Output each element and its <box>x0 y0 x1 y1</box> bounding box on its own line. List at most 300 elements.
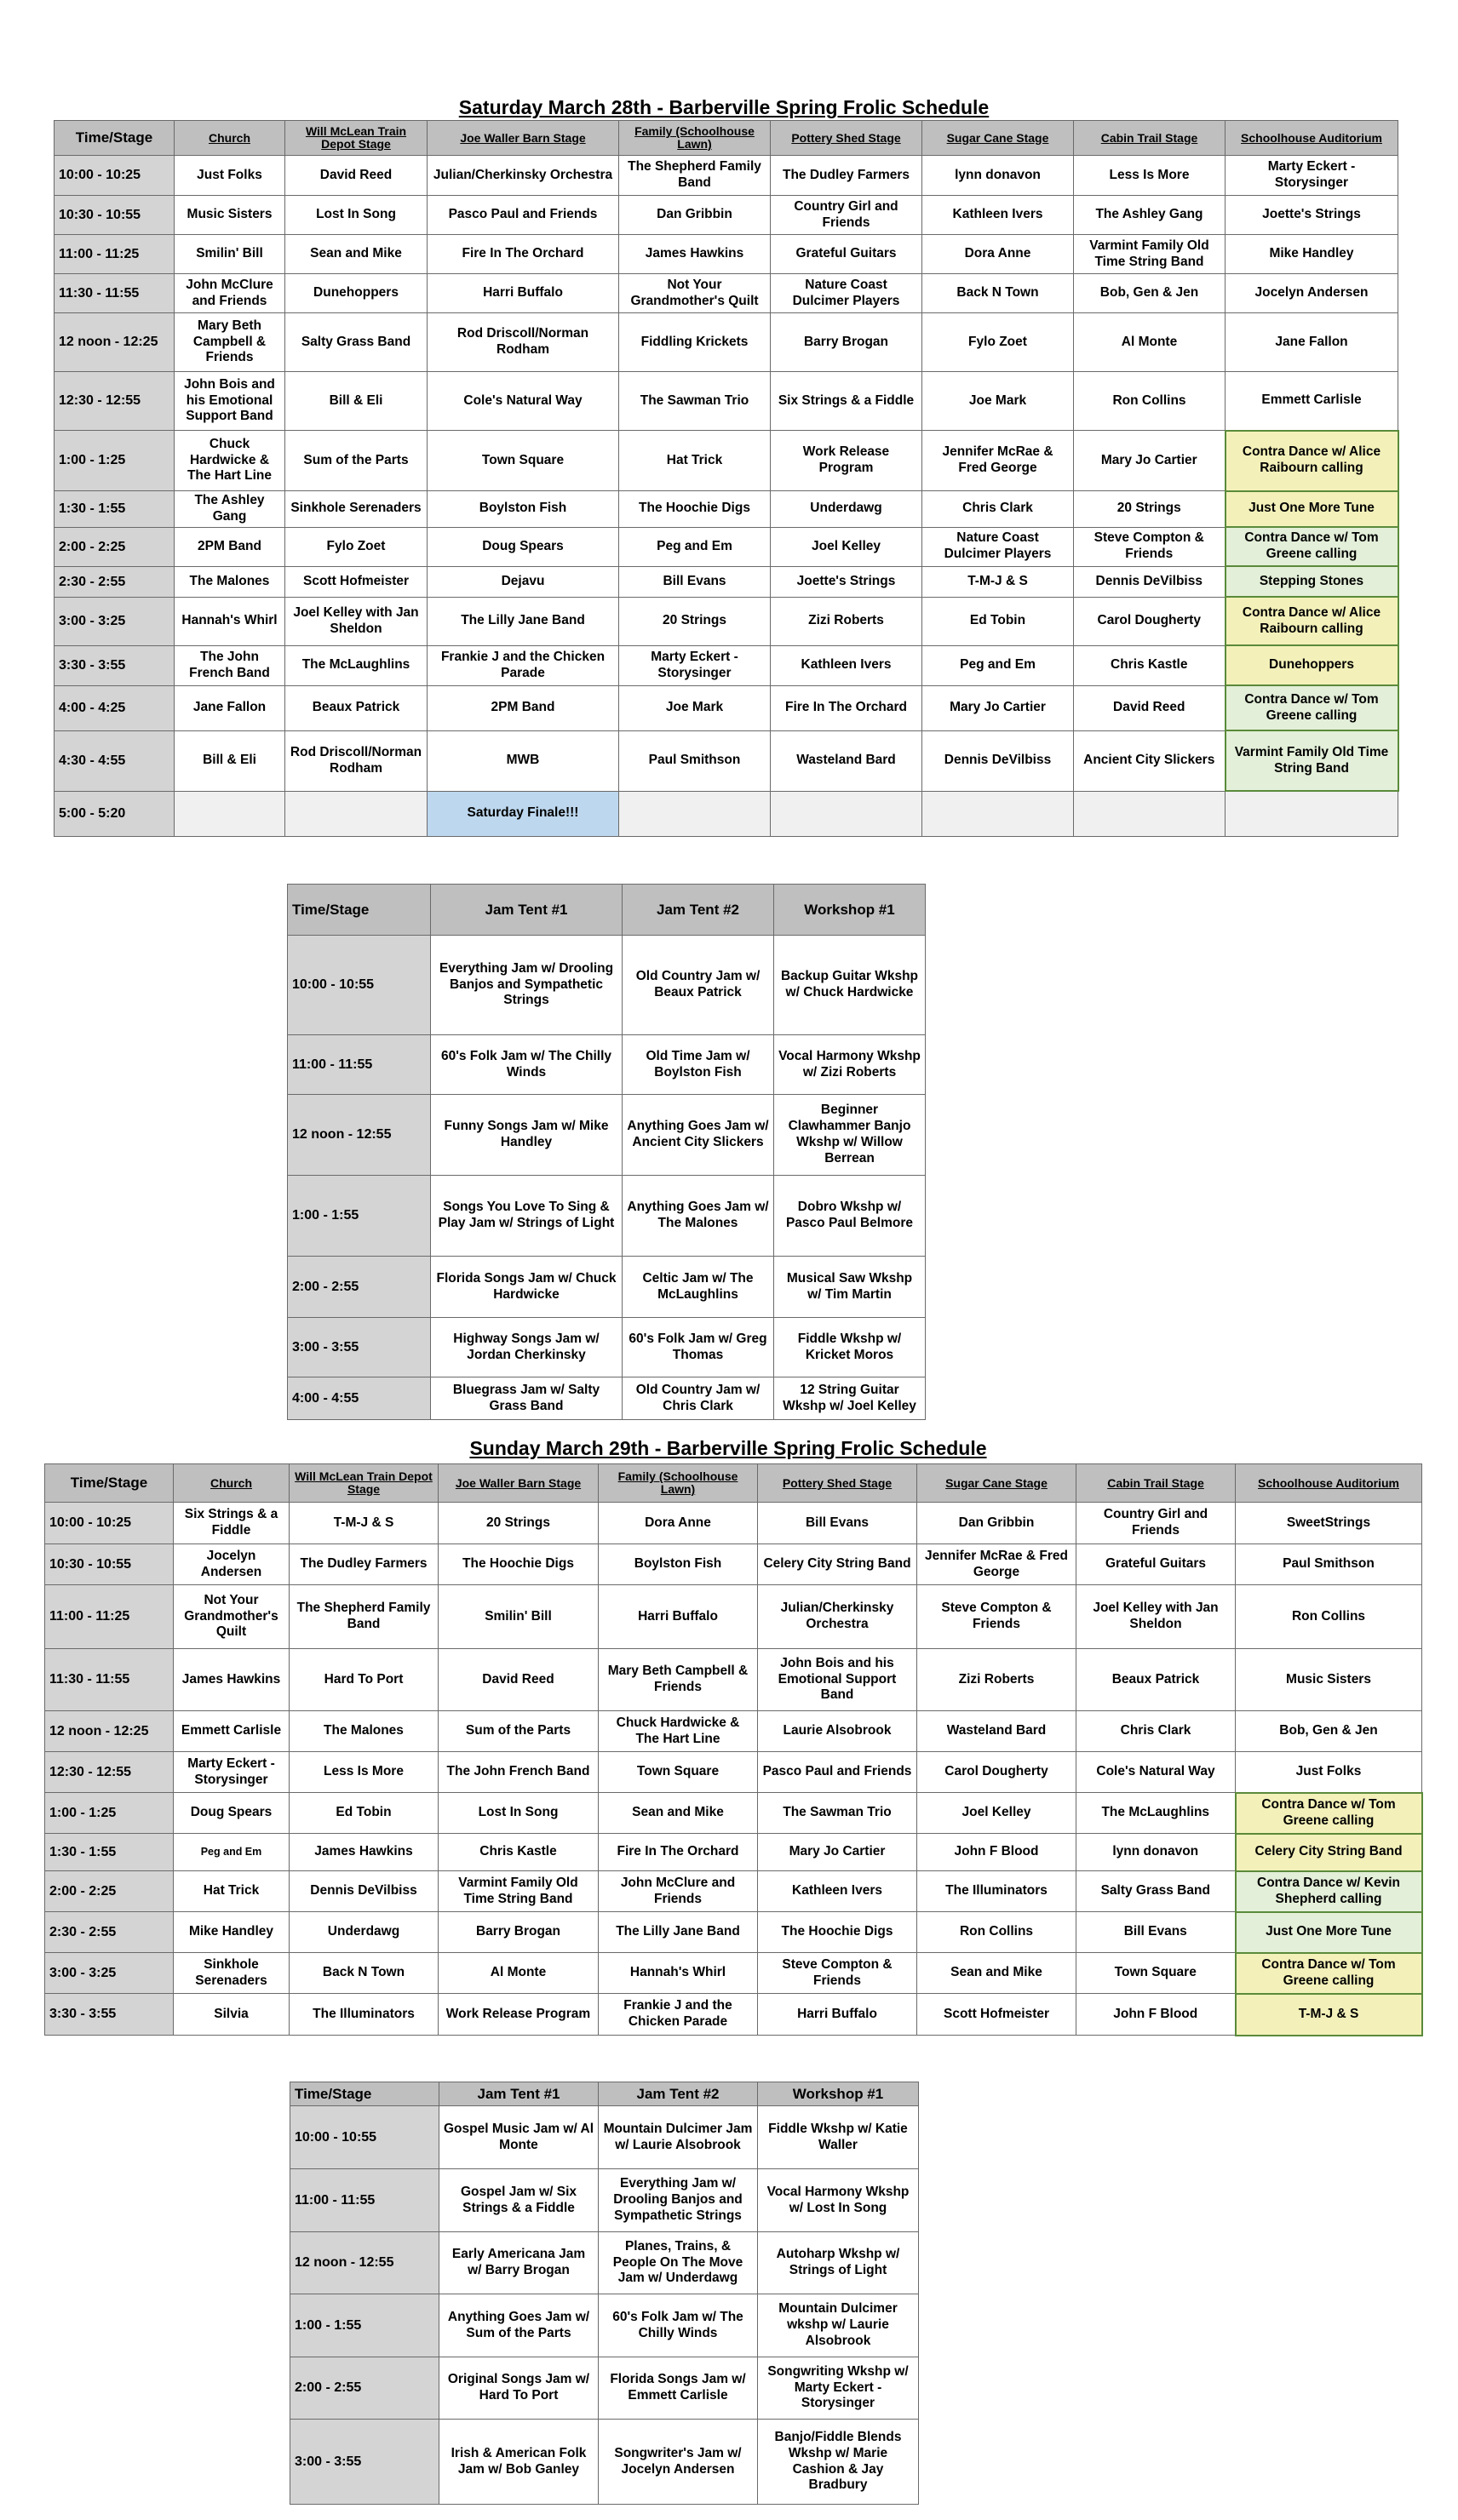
header-joe-waller-barn-stage: Joe Waller Barn Stage <box>439 1464 599 1503</box>
contra-dance-cell: Contra Dance w/ Tom Greene calling <box>1226 527 1398 566</box>
schedule-cell: Music Sisters <box>1236 1649 1422 1711</box>
schedule-cell: Nature Coast Dulcimer Players <box>922 527 1074 566</box>
time-slot: 1:30 - 1:55 <box>45 1834 174 1871</box>
schedule-cell: Ron Collins <box>1236 1585 1422 1649</box>
schedule-cell: Underdawg <box>771 491 922 528</box>
header-will-mclean-train-depot-stage: Will McLean Train Depot Stage <box>290 1464 439 1503</box>
time-slot: 3:00 - 3:55 <box>290 2420 439 2505</box>
schedule-cell: Sean and Mike <box>599 1793 758 1834</box>
schedule-cell: Fire In The Orchard <box>599 1834 758 1871</box>
schedule-cell: The Hoochie Digs <box>619 491 771 528</box>
time-slot: 1:00 - 1:55 <box>290 2294 439 2357</box>
schedule-cell: Paul Smithson <box>1236 1544 1422 1585</box>
schedule-cell: Mary Jo Cartier <box>922 685 1074 730</box>
time-slot: 10:30 - 10:55 <box>55 196 175 235</box>
empty-cell <box>771 791 922 836</box>
schedule-cell: The McLaughlins <box>285 645 428 685</box>
time-slot: 4:00 - 4:25 <box>55 685 175 730</box>
schedule-cell: The Dudley Farmers <box>771 156 922 196</box>
table-row <box>45 1585 1422 1649</box>
schedule-cell: James Hawkins <box>619 235 771 274</box>
schedule-cell: Vocal Harmony Wkshp w/ Zizi Roberts <box>774 1035 926 1095</box>
header-workshop-1: Workshop #1 <box>774 885 926 936</box>
schedule-cell: Joel Kelley with Jan Sheldon <box>1076 1585 1236 1649</box>
schedule-cell: The Dudley Farmers <box>290 1544 439 1585</box>
schedule-cell: Town Square <box>1076 1953 1236 1994</box>
schedule-cell: Salty Grass Band <box>1076 1871 1236 1912</box>
header-jam-tent-2: Jam Tent #2 <box>623 885 774 936</box>
table-row <box>290 2420 919 2505</box>
schedule-cell: Not Your Grandmother's Quilt <box>619 274 771 313</box>
schedule-cell: 20 Strings <box>1074 491 1226 528</box>
schedule-cell: Dobro Wkshp w/ Pasco Paul Belmore <box>774 1176 926 1257</box>
header-family-schoolhouse-lawn: Family (Schoolhouse Lawn) <box>619 121 771 156</box>
time-slot: 12:30 - 12:55 <box>45 1752 174 1793</box>
schedule-cell: Fiddle Wkshp w/ Katie Waller <box>758 2106 919 2169</box>
empty-cell <box>285 791 428 836</box>
schedule-cell: John Bois and his Emotional Support Band <box>758 1649 917 1711</box>
schedule-cell: The Sawman Trio <box>619 372 771 431</box>
header-schoolhouse-auditorium: Schoolhouse Auditorium <box>1226 121 1398 156</box>
schedule-cell: Carol Dougherty <box>917 1752 1076 1793</box>
saturday-jam-workshop-table <box>287 884 926 1420</box>
schedule-cell: Old Country Jam w/ Beaux Patrick <box>623 936 774 1035</box>
schedule-cell: Joe Mark <box>619 685 771 730</box>
table-row <box>288 1257 926 1318</box>
schedule-cell: Lost In Song <box>285 196 428 235</box>
table-row <box>45 1912 1422 1953</box>
schedule-cell: Dora Anne <box>922 235 1074 274</box>
schedule-cell: Ron Collins <box>1074 372 1226 431</box>
schedule-cell: Silvia <box>174 1994 290 2036</box>
table-row <box>55 791 1398 836</box>
header-cabin-trail-stage: Cabin Trail Stage <box>1076 1464 1236 1503</box>
table-row <box>55 156 1398 196</box>
time-slot: 12 noon - 12:25 <box>45 1711 174 1752</box>
time-slot: 10:00 - 10:55 <box>288 936 431 1035</box>
schedule-cell: Anything Goes Jam w/ The Malones <box>623 1176 774 1257</box>
schedule-cell: Mike Handley <box>1226 235 1398 274</box>
schedule-cell: Doug Spears <box>174 1793 290 1834</box>
table-row <box>45 1953 1422 1994</box>
table-row <box>55 527 1398 566</box>
time-slot: 10:00 - 10:25 <box>55 156 175 196</box>
time-slot: 1:30 - 1:55 <box>55 491 175 528</box>
schedule-cell: Harri Buffalo <box>758 1994 917 2036</box>
schedule-cell: Jocelyn Andersen <box>1226 274 1398 313</box>
schedule-cell: Ed Tobin <box>290 1793 439 1834</box>
schedule-cell: Work Release Program <box>439 1994 599 2036</box>
schedule-cell: Anything Goes Jam w/ Sum of the Parts <box>439 2294 599 2357</box>
schedule-cell: Varmint Family Old Time String Band <box>1074 235 1226 274</box>
schedule-cell: Ancient City Slickers <box>1074 730 1226 791</box>
schedule-cell: Chuck Hardwicke & The Hart Line <box>175 431 285 491</box>
schedule-cell: The Shepherd Family Band <box>619 156 771 196</box>
empty-cell <box>1226 791 1398 836</box>
empty-cell <box>1074 791 1226 836</box>
schedule-cell: Joe Mark <box>922 372 1074 431</box>
schedule-cell: David Reed <box>285 156 428 196</box>
schedule-cell: Sean and Mike <box>917 1953 1076 1994</box>
schedule-cell: Sean and Mike <box>285 235 428 274</box>
table-row <box>45 1834 1422 1871</box>
schedule-cell: Fiddling Krickets <box>619 313 771 372</box>
header-jam-tent-2: Jam Tent #2 <box>599 2082 758 2106</box>
header-family-schoolhouse-lawn: Family (Schoolhouse Lawn) <box>599 1464 758 1503</box>
schedule-cell: Just Folks <box>175 156 285 196</box>
schedule-cell: Zizi Roberts <box>771 597 922 645</box>
time-slot: 10:00 - 10:25 <box>45 1503 174 1544</box>
schedule-cell: Frankie J and the Chicken Parade <box>599 1994 758 2036</box>
schedule-cell: Gospel Music Jam w/ Al Monte <box>439 2106 599 2169</box>
schedule-cell: 20 Strings <box>439 1503 599 1544</box>
schedule-cell: Back N Town <box>290 1953 439 1994</box>
schedule-cell: Old Time Jam w/ Boylston Fish <box>623 1035 774 1095</box>
table-row <box>45 1503 1422 1544</box>
time-slot: 11:00 - 11:55 <box>288 1035 431 1095</box>
schedule-cell: The John French Band <box>175 645 285 685</box>
schedule-cell: Anything Goes Jam w/ Ancient City Slickers <box>623 1095 774 1176</box>
schedule-cell: 12 String Guitar Wkshp w/ Joel Kelley <box>774 1377 926 1420</box>
schedule-cell: The Illuminators <box>290 1994 439 2036</box>
schedule-cell: Songwriter's Jam w/ Jocelyn Andersen <box>599 2420 758 2505</box>
contra-dance-cell: Contra Dance w/ Alice Raibourn calling <box>1226 431 1398 491</box>
table-row <box>45 1544 1422 1585</box>
schedule-cell: David Reed <box>439 1649 599 1711</box>
schedule-cell: David Reed <box>1074 685 1226 730</box>
schedule-cell: Bill & Eli <box>175 730 285 791</box>
time-slot: 3:00 - 3:55 <box>288 1318 431 1377</box>
time-slot: 2:30 - 2:55 <box>55 566 175 597</box>
schedule-cell: Dunehoppers <box>285 274 428 313</box>
schedule-cell: Fylo Zoet <box>922 313 1074 372</box>
table-row <box>288 1095 926 1176</box>
table-row <box>45 1649 1422 1711</box>
schedule-cell: Ron Collins <box>917 1912 1076 1953</box>
schedule-cell: The McLaughlins <box>1076 1793 1236 1834</box>
schedule-cell: Dejavu <box>428 566 619 597</box>
time-slot: 5:00 - 5:20 <box>55 791 175 836</box>
schedule-cell: Sum of the Parts <box>285 431 428 491</box>
sunday-header-row <box>45 1464 1422 1503</box>
schedule-cell: MWB <box>428 730 619 791</box>
schedule-cell: Paul Smithson <box>619 730 771 791</box>
schedule-cell: 60's Folk Jam w/ The Chilly Winds <box>599 2294 758 2357</box>
table-row <box>45 1994 1422 2036</box>
header-church: Church <box>175 121 285 156</box>
schedule-cell: The Lilly Jane Band <box>428 597 619 645</box>
schedule-cell: Peg and Em <box>174 1834 290 1871</box>
schedule-cell: Emmett Carlisle <box>174 1711 290 1752</box>
saturday-stage-schedule-table <box>54 120 1399 837</box>
schedule-cell: Wasteland Bard <box>917 1711 1076 1752</box>
time-slot: 3:30 - 3:55 <box>45 1994 174 2036</box>
schedule-cell: 20 Strings <box>619 597 771 645</box>
sunday-jam-header-row <box>290 2082 919 2106</box>
schedule-cell: Music Sisters <box>175 196 285 235</box>
schedule-cell: Bill & Eli <box>285 372 428 431</box>
schedule-cell: Beaux Patrick <box>285 685 428 730</box>
schedule-cell: Everything Jam w/ Drooling Banjos and Sympathetic Strings <box>599 2169 758 2232</box>
time-slot: 1:00 - 1:25 <box>45 1793 174 1834</box>
time-slot: 2:00 - 2:25 <box>55 527 175 566</box>
schedule-cell: Cole's Natural Way <box>1076 1752 1236 1793</box>
schedule-cell: Six Strings & a Fiddle <box>771 372 922 431</box>
schedule-cell: Barry Brogan <box>771 313 922 372</box>
table-row <box>55 274 1398 313</box>
schedule-cell: The Ashley Gang <box>1074 196 1226 235</box>
time-slot: 10:30 - 10:55 <box>45 1544 174 1585</box>
schedule-cell: Irish & American Folk Jam w/ Bob Ganley <box>439 2420 599 2505</box>
schedule-cell: Julian/Cherkinsky Orchestra <box>758 1585 917 1649</box>
schedule-cell: Work Release Program <box>771 431 922 491</box>
schedule-cell: Stepping Stones <box>1226 566 1398 597</box>
table-row <box>45 1752 1422 1793</box>
schedule-cell: Peg and Em <box>922 645 1074 685</box>
schedule-cell: Mike Handley <box>174 1912 290 1953</box>
schedule-cell: Sum of the Parts <box>439 1711 599 1752</box>
schedule-cell: Scott Hofmeister <box>917 1994 1076 2036</box>
schedule-cell: lynn donavon <box>1076 1834 1236 1871</box>
schedule-cell: Early Americana Jam w/ Barry Brogan <box>439 2232 599 2294</box>
schedule-cell: Autoharp Wkshp w/ Strings of Light <box>758 2232 919 2294</box>
schedule-cell: Joel Kelley with Jan Sheldon <box>285 597 428 645</box>
schedule-cell: Just Folks <box>1236 1752 1422 1793</box>
time-slot: 11:00 - 11:25 <box>45 1585 174 1649</box>
schedule-cell: Jennifer McRae & Fred George <box>917 1544 1076 1585</box>
schedule-cell: Harri Buffalo <box>599 1585 758 1649</box>
table-row <box>288 936 926 1035</box>
schedule-cell: Planes, Trains, & People On The Move Jam w/ Underdawg <box>599 2232 758 2294</box>
schedule-cell: Jocelyn Andersen <box>174 1544 290 1585</box>
schedule-cell: Joel Kelley <box>917 1793 1076 1834</box>
schedule-cell: Dennis DeVilbiss <box>290 1871 439 1912</box>
time-slot: 2:30 - 2:55 <box>45 1912 174 1953</box>
schedule-cell: Marty Eckert - Storysinger <box>619 645 771 685</box>
schedule-cell: Zizi Roberts <box>917 1649 1076 1711</box>
schedule-cell: Bill Evans <box>1076 1912 1236 1953</box>
contra-dance-cell: Contra Dance w/ Alice Raibourn calling <box>1226 597 1398 645</box>
table-row <box>290 2294 919 2357</box>
schedule-cell: Pasco Paul and Friends <box>758 1752 917 1793</box>
table-row <box>55 685 1398 730</box>
header-time-stage: Time/Stage <box>45 1464 174 1503</box>
table-row <box>55 730 1398 791</box>
table-row <box>55 566 1398 597</box>
schedule-cell: Jennifer McRae & Fred George <box>922 431 1074 491</box>
schedule-cell: James Hawkins <box>290 1834 439 1871</box>
header-pottery-shed-stage: Pottery Shed Stage <box>758 1464 917 1503</box>
schedule-cell: SweetStrings <box>1236 1503 1422 1544</box>
header-sugar-cane-stage: Sugar Cane Stage <box>922 121 1074 156</box>
schedule-cell: Salty Grass Band <box>285 313 428 372</box>
schedule-cell: The Malones <box>175 566 285 597</box>
schedule-cell: Hat Trick <box>174 1871 290 1912</box>
schedule-cell: Country Girl and Friends <box>771 196 922 235</box>
schedule-cell: Bob, Gen & Jen <box>1236 1711 1422 1752</box>
schedule-cell: Fire In The Orchard <box>771 685 922 730</box>
table-row <box>45 1711 1422 1752</box>
table-row <box>288 1035 926 1095</box>
header-will-mclean-train-depot-stage: Will McLean Train Depot Stage <box>285 121 428 156</box>
time-slot: 1:00 - 1:25 <box>55 431 175 491</box>
time-slot: 11:00 - 11:25 <box>55 235 175 274</box>
schedule-cell: Rod Driscoll/Norman Rodham <box>428 313 619 372</box>
schedule-cell: Ed Tobin <box>922 597 1074 645</box>
schedule-cell: Mary Beth Campbell & Friends <box>175 313 285 372</box>
table-row <box>290 2357 919 2420</box>
schedule-cell: Old Country Jam w/ Chris Clark <box>623 1377 774 1420</box>
table-row <box>55 196 1398 235</box>
schedule-cell: Dora Anne <box>599 1503 758 1544</box>
schedule-cell: Bill Evans <box>619 566 771 597</box>
schedule-cell: Smilin' Bill <box>439 1585 599 1649</box>
schedule-cell: Joel Kelley <box>771 527 922 566</box>
schedule-cell: Steve Compton & Friends <box>758 1953 917 1994</box>
schedule-cell: Chris Clark <box>1076 1711 1236 1752</box>
time-slot: 4:00 - 4:55 <box>288 1377 431 1420</box>
time-slot: 12 noon - 12:55 <box>288 1095 431 1176</box>
schedule-cell: Kathleen Ivers <box>771 645 922 685</box>
schedule-cell: 2PM Band <box>428 685 619 730</box>
schedule-cell: Joette's Strings <box>771 566 922 597</box>
schedule-cell: Gospel Jam w/ Six Strings & a Fiddle <box>439 2169 599 2232</box>
schedule-cell: Mary Jo Cartier <box>758 1834 917 1871</box>
table-row <box>288 1377 926 1420</box>
schedule-cell: 2PM Band <box>175 527 285 566</box>
schedule-cell: Florida Songs Jam w/ Emmett Carlisle <box>599 2357 758 2420</box>
table-row <box>55 313 1398 372</box>
header-sugar-cane-stage: Sugar Cane Stage <box>917 1464 1076 1503</box>
schedule-cell: Celery City String Band <box>758 1544 917 1585</box>
schedule-cell: Harri Buffalo <box>428 274 619 313</box>
header-time-stage: Time/Stage <box>290 2082 439 2106</box>
schedule-cell: The Ashley Gang <box>175 491 285 528</box>
schedule-cell: Chris Kastle <box>1074 645 1226 685</box>
schedule-cell: Laurie Alsobrook <box>758 1711 917 1752</box>
schedule-cell: Less Is More <box>1074 156 1226 196</box>
schedule-cell: John Bois and his Emotional Support Band <box>175 372 285 431</box>
schedule-cell: The Malones <box>290 1711 439 1752</box>
time-slot: 11:00 - 11:55 <box>290 2169 439 2232</box>
schedule-cell: Varmint Family Old Time String Band <box>439 1871 599 1912</box>
schedule-cell: Jane Fallon <box>1226 313 1398 372</box>
schedule-cell: Dunehoppers <box>1226 645 1398 685</box>
time-slot: 12 noon - 12:55 <box>290 2232 439 2294</box>
schedule-cell: Mountain Dulcimer wkshp w/ Laurie Alsobrook <box>758 2294 919 2357</box>
schedule-cell: Kathleen Ivers <box>758 1871 917 1912</box>
schedule-cell: Fire In The Orchard <box>428 235 619 274</box>
schedule-cell: The Hoochie Digs <box>439 1544 599 1585</box>
schedule-cell: Chuck Hardwicke & The Hart Line <box>599 1711 758 1752</box>
contra-dance-cell: Contra Dance w/ Kevin Shepherd calling <box>1236 1871 1422 1912</box>
table-row <box>45 1793 1422 1834</box>
schedule-cell: Hard To Port <box>290 1649 439 1711</box>
schedule-cell: Julian/Cherkinsky Orchestra <box>428 156 619 196</box>
sunday-jam-workshop-table <box>290 2082 919 2505</box>
schedule-cell: John McClure and Friends <box>175 274 285 313</box>
header-workshop-1: Workshop #1 <box>758 2082 919 2106</box>
header-cabin-trail-stage: Cabin Trail Stage <box>1074 121 1226 156</box>
schedule-cell: Lost In Song <box>439 1793 599 1834</box>
header-pottery-shed-stage: Pottery Shed Stage <box>771 121 922 156</box>
schedule-cell: Al Monte <box>439 1953 599 1994</box>
sunday-title: Sunday March 29th - Barberville Spring Frolic Schedule <box>469 1437 987 1459</box>
schedule-cell: Steve Compton & Friends <box>917 1585 1076 1649</box>
schedule-cell: Country Girl and Friends <box>1076 1503 1236 1544</box>
header-schoolhouse-auditorium: Schoolhouse Auditorium <box>1236 1464 1422 1503</box>
schedule-cell: Steve Compton & Friends <box>1074 527 1226 566</box>
time-slot: 11:30 - 11:55 <box>45 1649 174 1711</box>
schedule-cell: T-M-J & S <box>1236 1994 1422 2036</box>
schedule-cell: Bob, Gen & Jen <box>1074 274 1226 313</box>
schedule-cell: Town Square <box>428 431 619 491</box>
time-slot: 3:00 - 3:25 <box>45 1953 174 1994</box>
empty-cell <box>175 791 285 836</box>
schedule-cell: The Hoochie Digs <box>758 1912 917 1953</box>
schedule-cell: Nature Coast Dulcimer Players <box>771 274 922 313</box>
table-row <box>55 235 1398 274</box>
schedule-cell: Peg and Em <box>619 527 771 566</box>
time-slot: 10:00 - 10:55 <box>290 2106 439 2169</box>
schedule-cell: Not Your Grandmother's Quilt <box>174 1585 290 1649</box>
table-row <box>55 645 1398 685</box>
header-jam-tent-1: Jam Tent #1 <box>439 2082 599 2106</box>
schedule-cell: Dennis DeVilbiss <box>922 730 1074 791</box>
schedule-cell: Doug Spears <box>428 527 619 566</box>
table-row <box>290 2232 919 2294</box>
saturday-title: Saturday March 28th - Barberville Spring Frolic Schedule <box>458 96 990 118</box>
schedule-cell: Fiddle Wkshp w/ Kricket Moros <box>774 1318 926 1377</box>
header-church: Church <box>174 1464 290 1503</box>
schedule-cell: Wasteland Bard <box>771 730 922 791</box>
schedule-cell: Frankie J and the Chicken Parade <box>428 645 619 685</box>
saturday-jam-header-row <box>288 885 926 936</box>
time-slot: 4:30 - 4:55 <box>55 730 175 791</box>
schedule-cell: Beaux Patrick <box>1076 1649 1236 1711</box>
schedule-cell: Smilin' Bill <box>175 235 285 274</box>
schedule-cell: Hannah's Whirl <box>175 597 285 645</box>
schedule-cell: Back N Town <box>922 274 1074 313</box>
empty-cell <box>619 791 771 836</box>
schedule-cell: Grateful Guitars <box>1076 1544 1236 1585</box>
time-slot: 2:00 - 2:55 <box>288 1257 431 1318</box>
schedule-cell: 60's Folk Jam w/ The Chilly Winds <box>431 1035 623 1095</box>
schedule-cell: Kathleen Ivers <box>922 196 1074 235</box>
contra-dance-cell: Contra Dance w/ Tom Greene calling <box>1236 1793 1422 1834</box>
schedule-cell: James Hawkins <box>174 1649 290 1711</box>
time-slot: 1:00 - 1:55 <box>288 1176 431 1257</box>
schedule-cell: Pasco Paul and Friends <box>428 196 619 235</box>
schedule-cell: Boylston Fish <box>428 491 619 528</box>
schedule-cell: Songs You Love To Sing & Play Jam w/ Strings of Light <box>431 1176 623 1257</box>
schedule-cell: The Sawman Trio <box>758 1793 917 1834</box>
schedule-cell: Backup Guitar Wkshp w/ Chuck Hardwicke <box>774 936 926 1035</box>
schedule-cell: Musical Saw Wkshp w/ Tim Martin <box>774 1257 926 1318</box>
schedule-cell: Marty Eckert - Storysinger <box>1226 156 1398 196</box>
schedule-cell: lynn donavon <box>922 156 1074 196</box>
table-row <box>45 1871 1422 1912</box>
schedule-cell: The Lilly Jane Band <box>599 1912 758 1953</box>
schedule-cell: Dennis DeVilbiss <box>1074 566 1226 597</box>
table-row <box>55 491 1398 528</box>
contra-dance-cell: Contra Dance w/ Tom Greene calling <box>1226 685 1398 730</box>
schedule-cell: Original Songs Jam w/ Hard To Port <box>439 2357 599 2420</box>
schedule-cell: Cole's Natural Way <box>428 372 619 431</box>
header-jam-tent-1: Jam Tent #1 <box>431 885 623 936</box>
time-slot: 3:00 - 3:25 <box>55 597 175 645</box>
schedule-cell: Barry Brogan <box>439 1912 599 1953</box>
